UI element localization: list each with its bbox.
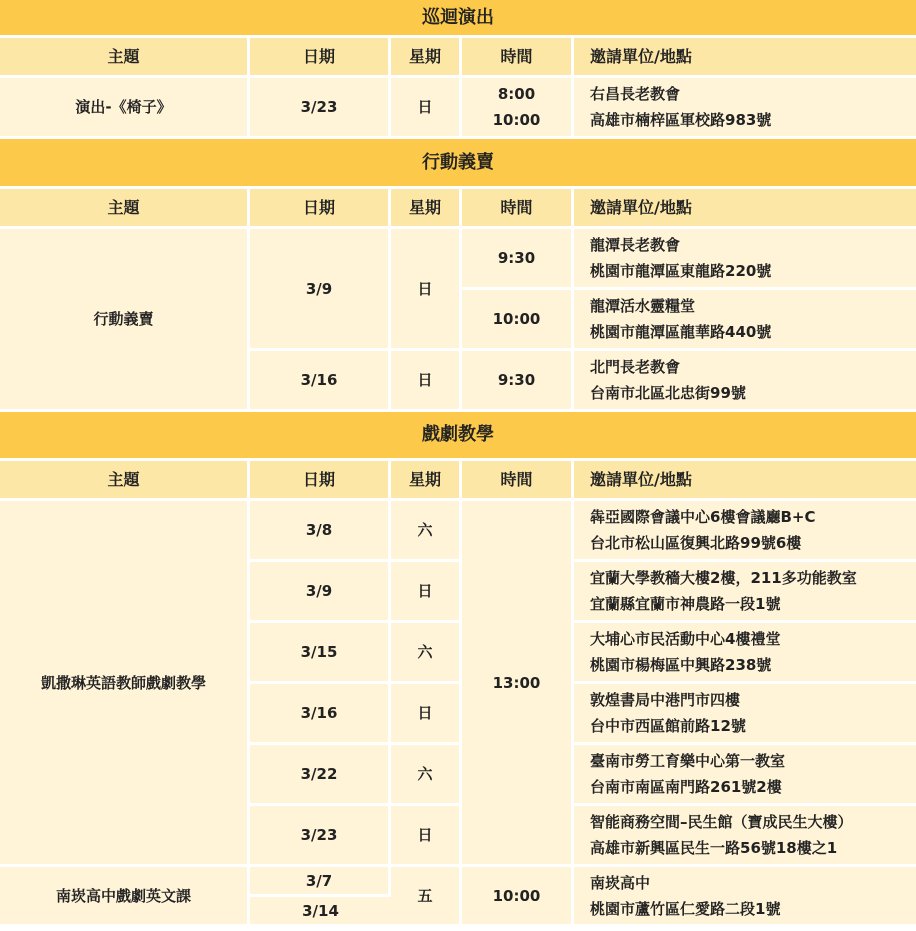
venue-address: 台南市北區北忠街99號: [590, 384, 746, 402]
cell-venue: [574, 351, 916, 412]
cell-topic: 凱撒琳英語教師戲劇教學: [0, 501, 250, 867]
cell-time: 13:00: [462, 501, 574, 867]
cell-date: 3/7: [250, 867, 391, 897]
cell-date: 3/9: [250, 229, 391, 351]
cell-weekday: 日: [391, 351, 462, 412]
header-venue: 邀請單位/地點: [574, 38, 916, 78]
cell-date: 3/14: [250, 897, 391, 927]
venue-name: 龍潭活水靈糧堂: [590, 297, 696, 315]
venue-name: 宜蘭大學教穡大樓2樓，211多功能教室: [590, 569, 857, 587]
cell-venue: [574, 562, 916, 623]
header-weekday: 星期: [391, 38, 462, 78]
venue-address: 桃園市楊梅區中興路238號: [590, 656, 772, 674]
section-title: 巡迴演出: [0, 0, 916, 38]
cell-topic: 演出-《椅子》: [0, 78, 250, 139]
cell-time: 10:00: [462, 290, 574, 351]
header-weekday: 星期: [391, 461, 462, 501]
section-title: 戲劇教學: [0, 412, 916, 461]
cell-weekday: 五: [391, 867, 462, 927]
cell-venue: [574, 745, 916, 806]
venue-address: 桃園市龍潭區龍華路440號: [590, 323, 772, 341]
header-time: 時間: [462, 38, 574, 78]
cell-date: 3/16: [250, 684, 391, 745]
header-time: 時間: [462, 189, 574, 229]
cell-weekday: 六: [391, 623, 462, 684]
venue-name: 犇亞國際會議中心6樓會議廳B+C: [590, 508, 816, 526]
cell-venue: [574, 684, 916, 745]
table-row: [0, 78, 916, 139]
header-date: 日期: [250, 461, 391, 501]
venue-address: 桃園市蘆竹區仁愛路二段1號: [590, 899, 781, 918]
header-topic: 主題: [0, 38, 250, 78]
cell-topic: 南崁高中戲劇英文課: [0, 867, 250, 927]
cell-time: 9:30: [462, 351, 574, 412]
cell-date: 3/8: [250, 501, 391, 562]
cell-date: 3/23: [250, 78, 391, 139]
venue-name: 北門長老教會: [590, 358, 681, 376]
cell-venue: [574, 290, 916, 351]
time-start: 8:00: [497, 85, 536, 103]
venue-address: 台北市松山區復興北路99號6樓: [590, 534, 802, 552]
cell-venue: [574, 867, 916, 927]
time-start: 10:00: [492, 111, 541, 129]
cell-venue: [574, 78, 916, 139]
cell-venue: [574, 623, 916, 684]
cell-weekday: 日: [391, 684, 462, 745]
cell-time: [462, 78, 574, 139]
table-row: [0, 229, 916, 290]
cell-date: 3/23: [250, 806, 391, 867]
venue-name: 龍潭長老教會: [590, 236, 681, 254]
header-topic: 主題: [0, 189, 250, 229]
venue-address: 高雄市楠梓區軍校路983號: [590, 111, 772, 129]
header-date: 日期: [250, 38, 391, 78]
venue-name: 敦煌書局中港門市四樓: [590, 691, 741, 709]
cell-weekday: 六: [391, 501, 462, 562]
cell-weekday: 六: [391, 745, 462, 806]
cell-weekday: 日: [391, 229, 462, 351]
section-title: 行動義賣: [0, 139, 916, 189]
header-venue: 邀請單位/地點: [574, 461, 916, 501]
venue-name: 臺南市勞工育樂中心第一教室: [590, 752, 786, 770]
venue-name: 智能商務空間–民生館（寶成民生大樓）: [590, 813, 853, 831]
header-time: 時間: [462, 461, 574, 501]
venue-address: 桃園市龍潭區東龍路220號: [590, 262, 772, 280]
cell-venue: [574, 229, 916, 290]
venue-name: 南崁高中: [590, 873, 651, 892]
table-row: [0, 867, 916, 897]
venue-address: 高雄市新興區民生一路56號18樓之1: [590, 839, 838, 857]
venue-name: 右昌長老教會: [590, 85, 681, 103]
cell-topic: 行動義賣: [0, 229, 250, 412]
venue-name: 大埔心市民活動中心4樓禮堂: [590, 630, 781, 648]
cell-venue: [574, 806, 916, 867]
header-topic: 主題: [0, 461, 250, 501]
table-row: [0, 501, 916, 562]
cell-weekday: 日: [391, 78, 462, 139]
cell-date: 3/16: [250, 351, 391, 412]
cell-time: 10:00: [462, 867, 574, 927]
venue-address: 台中市西區館前路12號: [590, 717, 746, 735]
cell-date: 3/15: [250, 623, 391, 684]
cell-date: 3/22: [250, 745, 391, 806]
header-weekday: 星期: [391, 189, 462, 229]
cell-venue: [574, 501, 916, 562]
header-venue: 邀請單位/地點: [574, 189, 916, 229]
header-date: 日期: [250, 189, 391, 229]
venue-address: 台南市南區南門路261號2樓: [590, 778, 782, 796]
cell-weekday: 日: [391, 562, 462, 623]
venue-address: 宜蘭縣宜蘭市神農路一段1號: [590, 595, 781, 613]
cell-time: 9:30: [462, 229, 574, 290]
cell-date: 3/9: [250, 562, 391, 623]
cell-weekday: 日: [391, 806, 462, 867]
